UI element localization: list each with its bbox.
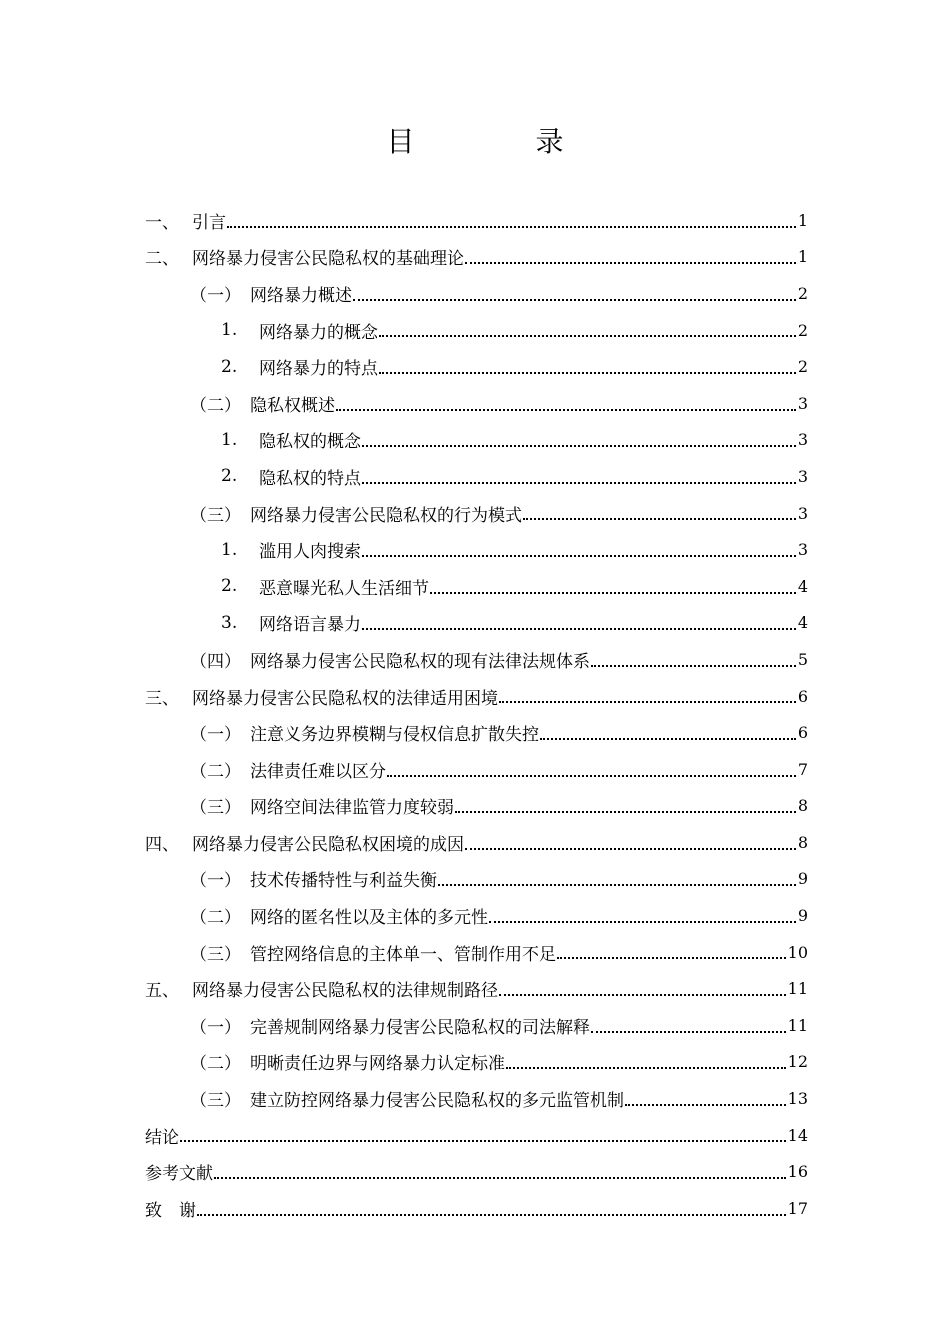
toc-dot-leader <box>379 335 796 337</box>
toc-entry-number: 2. <box>221 356 238 377</box>
toc-entry[interactable] <box>145 714 808 751</box>
toc-dot-leader <box>465 262 796 264</box>
toc-entry-title: 引言 <box>192 212 226 233</box>
toc-entry-title: 隐私权的概念 <box>259 432 361 453</box>
toc-page-number: 4 <box>797 613 808 633</box>
toc-entry-title: 恶意曝光私人生活细节 <box>259 578 429 599</box>
toc-dot-leader <box>387 775 796 777</box>
toc-page-number: 3 <box>797 540 808 560</box>
toc-entry-title: 滥用人肉搜索 <box>259 542 361 563</box>
toc-entry-title: 参考文献 <box>145 1164 213 1185</box>
toc-entry-title: 网络暴力侵害公民隐私权的法律规制路径 <box>192 981 498 1002</box>
toc-entry-title: 致 谢 <box>145 1200 196 1221</box>
toc-dot-leader <box>379 372 796 374</box>
toc-dot-leader <box>214 1177 786 1179</box>
toc-entry-title: 隐私权概述 <box>250 395 335 416</box>
toc-page-number: 9 <box>797 906 808 926</box>
toc-entry-number: （二） <box>190 908 241 929</box>
toc-entry-title: 技术传播特性与利益失衡 <box>250 871 437 892</box>
toc-entry-number: （四） <box>190 651 241 672</box>
toc-page-number: 3 <box>797 393 808 413</box>
toc-entry-number: 四、 <box>145 834 179 855</box>
toc-entry[interactable] <box>145 202 808 239</box>
toc-entry[interactable] <box>145 934 808 971</box>
toc-entry-title: 网络暴力侵害公民隐私权的现有法律法规体系 <box>250 651 590 672</box>
toc-dot-leader <box>438 884 796 886</box>
toc-entry-title: 网络暴力侵害公民隐私权困境的成因 <box>192 834 464 855</box>
toc-entry[interactable] <box>145 312 808 349</box>
toc-page-number: 7 <box>797 759 808 779</box>
toc-entry-title: 网络空间法律监管力度较弱 <box>250 798 454 819</box>
toc-dot-leader <box>180 1140 786 1142</box>
toc-dot-leader <box>540 738 796 740</box>
toc-page-number: 8 <box>797 832 808 852</box>
toc-page-number: 16 <box>787 1162 808 1182</box>
toc-entry-title: 注意义务边界模糊与侵权信息扩散失控 <box>250 725 539 746</box>
toc-entry[interactable] <box>145 495 808 532</box>
toc-page-number: 10 <box>787 942 808 962</box>
toc-page-number: 2 <box>797 320 808 340</box>
toc-entry-title: 网络暴力的概念 <box>259 322 378 343</box>
toc-entry[interactable] <box>145 275 808 312</box>
toc-page-number: 5 <box>797 649 808 669</box>
toc-page-number: 14 <box>787 1125 808 1145</box>
toc-entry[interactable] <box>145 422 808 459</box>
toc-entry-title: 完善规制网络暴力侵害公民隐私权的司法解释 <box>250 1017 590 1038</box>
toc-dot-leader <box>353 299 796 301</box>
toc-entry[interactable] <box>145 641 808 678</box>
toc-entry-number: 1. <box>221 429 238 450</box>
toc-entry-number: 1. <box>221 539 238 560</box>
toc-page-number: 8 <box>797 796 808 816</box>
toc-page-number: 17 <box>787 1198 808 1218</box>
toc-dot-leader <box>591 1031 786 1033</box>
toc-dot-leader <box>362 445 796 447</box>
toc-entry-title: 建立防控网络暴力侵害公民隐私权的多元监管机制 <box>250 1091 624 1112</box>
toc-entry[interactable] <box>145 605 808 642</box>
toc-dot-leader <box>455 811 796 813</box>
toc-page-number: 11 <box>787 979 808 999</box>
toc-dot-leader <box>625 1104 786 1106</box>
toc-dot-leader <box>362 555 796 557</box>
toc-dot-leader <box>506 1067 786 1069</box>
toc-entry-number: （二） <box>190 761 241 782</box>
toc-entry-number: （三） <box>190 944 241 965</box>
toc-entry-title: 网络语言暴力 <box>259 615 361 636</box>
toc-entry[interactable] <box>145 568 808 605</box>
toc-page-number: 3 <box>797 466 808 486</box>
toc-page-number: 3 <box>797 503 808 523</box>
toc-entry[interactable] <box>145 751 808 788</box>
toc-entry-title: 法律责任难以区分 <box>250 761 386 782</box>
toc-dot-leader <box>197 1214 786 1216</box>
toc-title: 目 录 <box>386 125 620 158</box>
toc-page-number: 13 <box>787 1089 808 1109</box>
toc-entry-title: 隐私权的特点 <box>259 468 361 489</box>
toc-entry-title: 管控网络信息的主体单一、管制作用不足 <box>250 944 556 965</box>
toc-dot-leader <box>523 518 796 520</box>
toc-entry[interactable] <box>145 1153 808 1190</box>
toc-dot-leader <box>489 921 796 923</box>
toc-entry[interactable] <box>145 970 808 1007</box>
toc-entry-number: 2. <box>221 466 238 487</box>
toc-page-number: 2 <box>797 283 808 303</box>
toc-entry[interactable] <box>145 1080 808 1117</box>
toc-entry-number: （一） <box>190 725 241 746</box>
toc-page-number: 1 <box>797 210 808 230</box>
toc-entry-number: 3. <box>221 612 238 633</box>
toc-entry-number: （三） <box>190 505 241 526</box>
toc-dot-leader <box>362 628 796 630</box>
toc-entry[interactable] <box>145 897 808 934</box>
toc-entry-title: 网络暴力侵害公民隐私权的基础理论 <box>192 249 464 270</box>
toc-page-number: 1 <box>797 247 808 267</box>
toc-page-number: 11 <box>787 1015 808 1035</box>
toc-entry[interactable] <box>145 385 808 422</box>
toc-entry-number: 一、 <box>145 212 179 233</box>
toc-page-number: 3 <box>797 430 808 450</box>
toc-page-number: 9 <box>797 869 808 889</box>
toc-entry[interactable] <box>145 1190 808 1227</box>
toc-page-number: 2 <box>797 357 808 377</box>
toc-entry[interactable] <box>145 531 808 568</box>
toc-entry-number: （二） <box>190 1054 241 1075</box>
toc-entry-title: 明晰责任边界与网络暴力认定标准 <box>250 1054 505 1075</box>
toc-entry[interactable] <box>145 348 808 385</box>
toc-entry-number: （二） <box>190 395 241 416</box>
toc-entry-number: 2. <box>221 576 238 597</box>
toc-entry-number: 五、 <box>145 981 179 1002</box>
toc-entry-title: 结论 <box>145 1127 179 1148</box>
toc-page-number: 12 <box>787 1052 808 1072</box>
toc-entry[interactable] <box>145 1117 808 1154</box>
toc-entry-number: （三） <box>190 798 241 819</box>
toc-entry[interactable] <box>145 678 808 715</box>
toc-dot-leader <box>465 848 796 850</box>
toc-entry-number: （一） <box>190 285 241 306</box>
toc-entry[interactable] <box>145 824 808 861</box>
table-of-contents <box>145 202 808 1227</box>
toc-dot-leader <box>499 701 796 703</box>
toc-entry[interactable] <box>145 1007 808 1044</box>
toc-dot-leader <box>557 957 786 959</box>
toc-entry-number: 三、 <box>145 688 179 709</box>
toc-entry[interactable] <box>145 861 808 898</box>
toc-entry-number: （一） <box>190 1017 241 1038</box>
toc-entry-title: 网络暴力的特点 <box>259 359 378 380</box>
toc-entry-number: （一） <box>190 871 241 892</box>
toc-entry-number: 1. <box>221 320 238 341</box>
toc-dot-leader <box>499 994 786 996</box>
toc-dot-leader <box>336 409 796 411</box>
toc-entry-title: 网络暴力侵害公民隐私权的法律适用困境 <box>192 688 498 709</box>
toc-entry-number: 二、 <box>145 249 179 270</box>
toc-page-number: 6 <box>797 686 808 706</box>
toc-entry-title: 网络暴力概述 <box>250 285 352 306</box>
toc-entry[interactable] <box>145 788 808 825</box>
toc-entry-title: 网络的匿名性以及主体的多元性 <box>250 908 488 929</box>
toc-dot-leader <box>362 482 796 484</box>
toc-entry-title: 网络暴力侵害公民隐私权的行为模式 <box>250 505 522 526</box>
toc-entry[interactable] <box>145 1044 808 1081</box>
toc-dot-leader <box>430 592 796 594</box>
toc-page-number: 6 <box>797 723 808 743</box>
toc-entry-number: （三） <box>190 1091 241 1112</box>
toc-dot-leader <box>227 226 796 228</box>
toc-entry[interactable] <box>145 458 808 495</box>
toc-page-number: 4 <box>797 576 808 596</box>
toc-entry[interactable] <box>145 239 808 276</box>
toc-dot-leader <box>591 665 796 667</box>
